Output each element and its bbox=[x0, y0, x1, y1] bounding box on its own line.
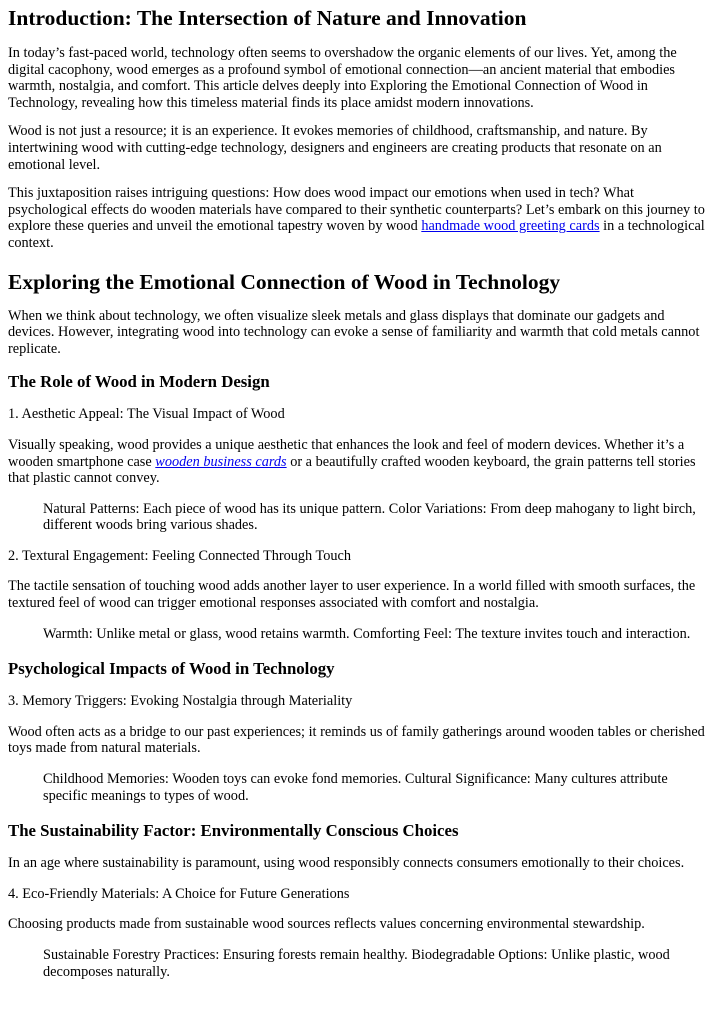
section-heading: Exploring the Emotional Connection of Wood in Technology bbox=[8, 269, 561, 294]
role-quote-1: Natural Patterns: Each piece of wood has its unique pattern. Color Variations: From deep mahogany to light birch, different woods bring various shades. bbox=[43, 500, 696, 534]
intro-paragraph-3 bbox=[8, 185, 712, 251]
intro-paragraph-3-text: This juxtaposition raises intriguing questions: How does wood impact our emotions when used in tech? What psychological effects do wooden materials have compared to their synthetic counterparts? Let’s embark on this journey to explore these queries and unveil the emotional tapestry woven by wood bbox=[8, 185, 705, 235]
role-quote-2: Warmth: Unlike metal or glass, wood retains warmth. Comforting Feel: The texture invites touch and interaction. bbox=[43, 625, 691, 642]
sustain-heading: The Sustainability Factor: Environmentally Conscious Choices bbox=[8, 821, 459, 841]
handmade-wood-greeting-cards-link[interactable]: handmade wood greeting cards bbox=[421, 218, 600, 235]
intro-paragraph-2: Wood is not just a resource; it is an experience. It evokes memories of childhood, craftsmanship, and nature. By intertwining wood with cutting-edge technology, designers and engineers are creating products that resonate on an emotional level. bbox=[8, 123, 662, 173]
intro-heading: Introduction: The Intersection of Nature and Innovation bbox=[8, 6, 527, 30]
sustain-item-4: 4. Eco-Friendly Materials: A Choice for Future Generations bbox=[8, 885, 350, 902]
psych-quote-1: Childhood Memories: Wooden toys can evoke fond memories. Cultural Significance: Many cultures attribute specific meanings to types of wood. bbox=[43, 771, 668, 804]
role-paragraph-1 bbox=[8, 437, 712, 487]
role-paragraph-1-text: Visually speaking, wood provides a unique aesthetic that enhances the look and feel of modern devices. Whether it’s a wooden smartphone case bbox=[8, 436, 685, 470]
section-paragraph-1: When we think about technology, we often visualize sleek metals and glass displays that dominate our gadgets and devices. However, integrating wood into technology can evoke a sense of familiarity and warmth that cold metals cannot replicate. bbox=[8, 307, 700, 357]
article bbox=[0, 6, 712, 980]
role-item-1: 1. Aesthetic Appeal: The Visual Impact of Wood bbox=[8, 406, 285, 423]
intro-paragraph-1: In today’s fast-paced world, technology often seems to overshadow the organic elements of our lives. Yet, among the digital cacophony, wood emerges as a profound symbol of emotional connection—an ancient material that embodies warmth, nostalgia, and comfort. This article delves deeply into Exploring the Emotional Connection of Wood in Technology, revealing how this timeless material finds its place amidst modern innovations. bbox=[8, 45, 677, 111]
psych-heading: Psychological Impacts of Wood in Technology bbox=[8, 659, 335, 679]
psych-item-3: 3. Memory Triggers: Evoking Nostalgia through Materiality bbox=[8, 693, 353, 710]
intro-paragraph-3-tail: in a technological context. bbox=[8, 218, 705, 251]
role-paragraph-2: The tactile sensation of touching wood adds another layer to user experience. In a world filled with smooth surfaces, the textured feel of wood can trigger emotional responses associated with comfort and nostalgia. bbox=[8, 578, 696, 612]
role-paragraph-1-tail: or a beautifully crafted wooden keyboard, the grain patterns tell stories that plastic cannot convey. bbox=[8, 453, 696, 487]
role-item-2: 2. Textural Engagement: Feeling Connected Through Touch bbox=[8, 547, 352, 564]
sustain-paragraph-1: In an age where sustainability is paramount, using wood responsibly connects consumers emotionally to their choices. bbox=[8, 855, 685, 872]
sustain-quote-1: Sustainable Forestry Practices: Ensuring forests remain healthy. Biodegradable Options: Unlike plastic, wood decomposes naturally. bbox=[43, 947, 670, 980]
sustain-paragraph-2: Choosing products made from sustainable wood sources reflects values concerning environmental stewardship. bbox=[8, 916, 645, 933]
wooden-business-cards-link[interactable]: wooden business cards bbox=[155, 453, 287, 470]
role-heading: The Role of Wood in Modern Design bbox=[8, 372, 270, 392]
psych-paragraph-1: Wood often acts as a bridge to our past experiences; it reminds us of family gatherings around wooden tables or cherished toys made from natural materials. bbox=[8, 723, 705, 757]
